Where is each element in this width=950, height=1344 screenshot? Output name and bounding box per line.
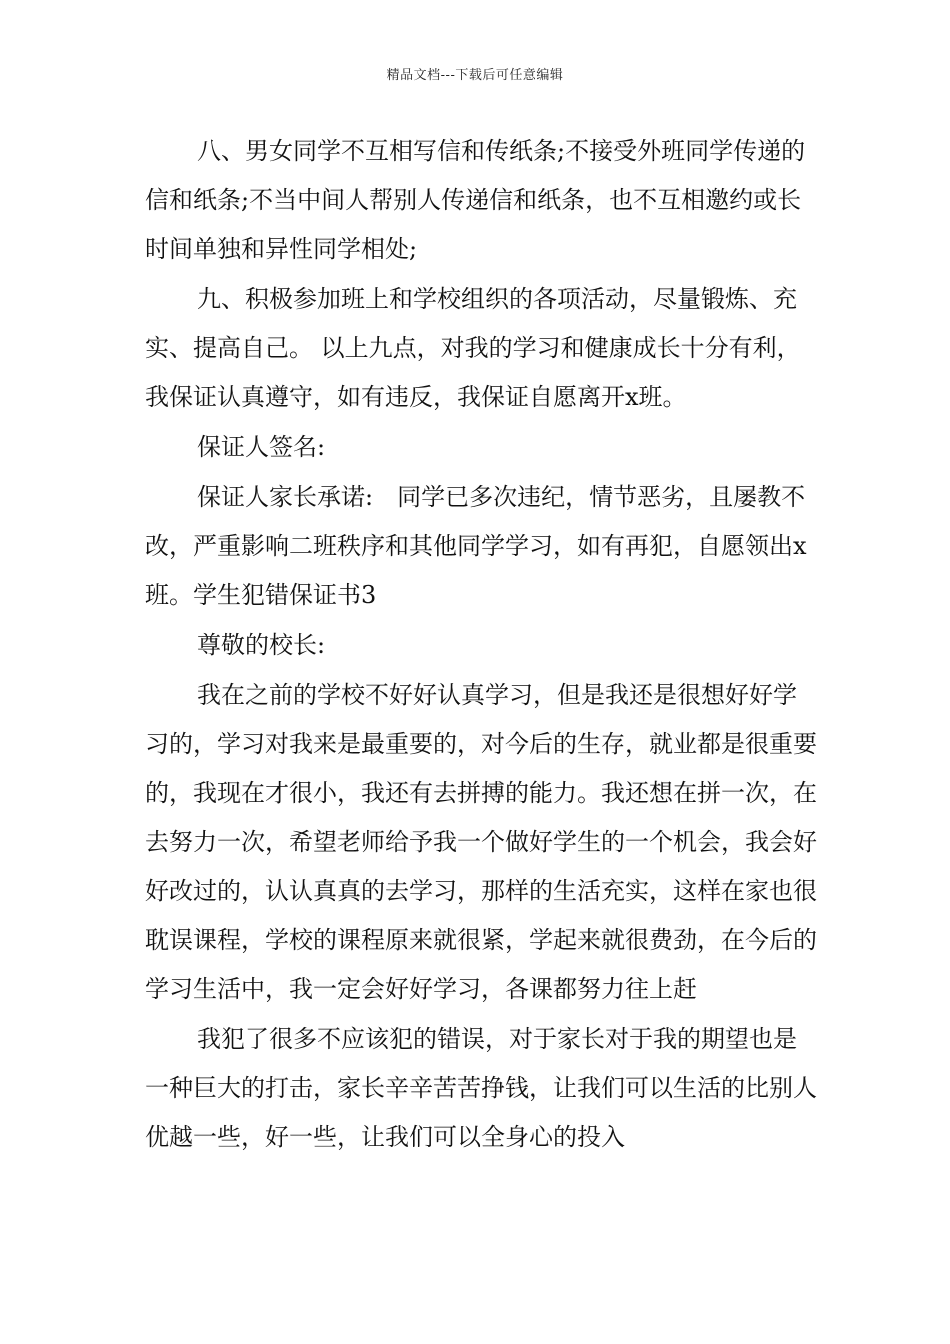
paragraph: 保证人家长承诺: 同学已多次违纪，情节恶劣，且屡教不改，严重影响二班秩序和其他同学学习，如有再犯，自愿领出x班。学生犯错保证书3 bbox=[145, 483, 807, 609]
document-body bbox=[145, 127, 817, 1162]
paragraph: 九、积极参加班上和学校组织的各项活动，尽量锻炼、充实、提高自己。 以上九点，对我的学习和健康成长十分有利，我保证认真遵守，如有违反，我保证自愿离开x班。 bbox=[145, 285, 801, 411]
paragraph: 八、男女同学不互相写信和传纸条;不接受外班同学传递的信和纸条;不当中间人帮别人传递信和纸条，也不互相邀约或长时间单独和异性同学相处; bbox=[145, 137, 806, 263]
page-header: 精品文档---下载后可任意编辑 bbox=[386, 68, 564, 83]
paragraph: 我犯了很多不应该犯的错误，对于家长对于我的期望也是一种巨大的打击，家长辛辛苦苦挣钱，让我们可以生活的比别人优越一些，好一些，让我们可以全身心的投入 bbox=[145, 1025, 817, 1151]
salutation: 尊敬的校长: bbox=[197, 631, 326, 659]
paragraph: 我在之前的学校不好好认真学习，但是我还是很想好好学习的，学习对我来是最重要的，对今后的生存，就业都是很重要的，我现在才很小，我还有去拼搏的能力。我还想在拼一次，在去努力一次，希望老师给予我一个做好学生的一个机会，我会好好改过的，认认真真的去学习，那样的生活充实，这样在家也很耽误课程，学校的课程原来就很紧，学起来就很费劲，在今后的学习生活中，我一定会好好学习，各课都努力往上赶 bbox=[145, 681, 817, 1003]
signature-line: 保证人签名: bbox=[197, 433, 326, 461]
